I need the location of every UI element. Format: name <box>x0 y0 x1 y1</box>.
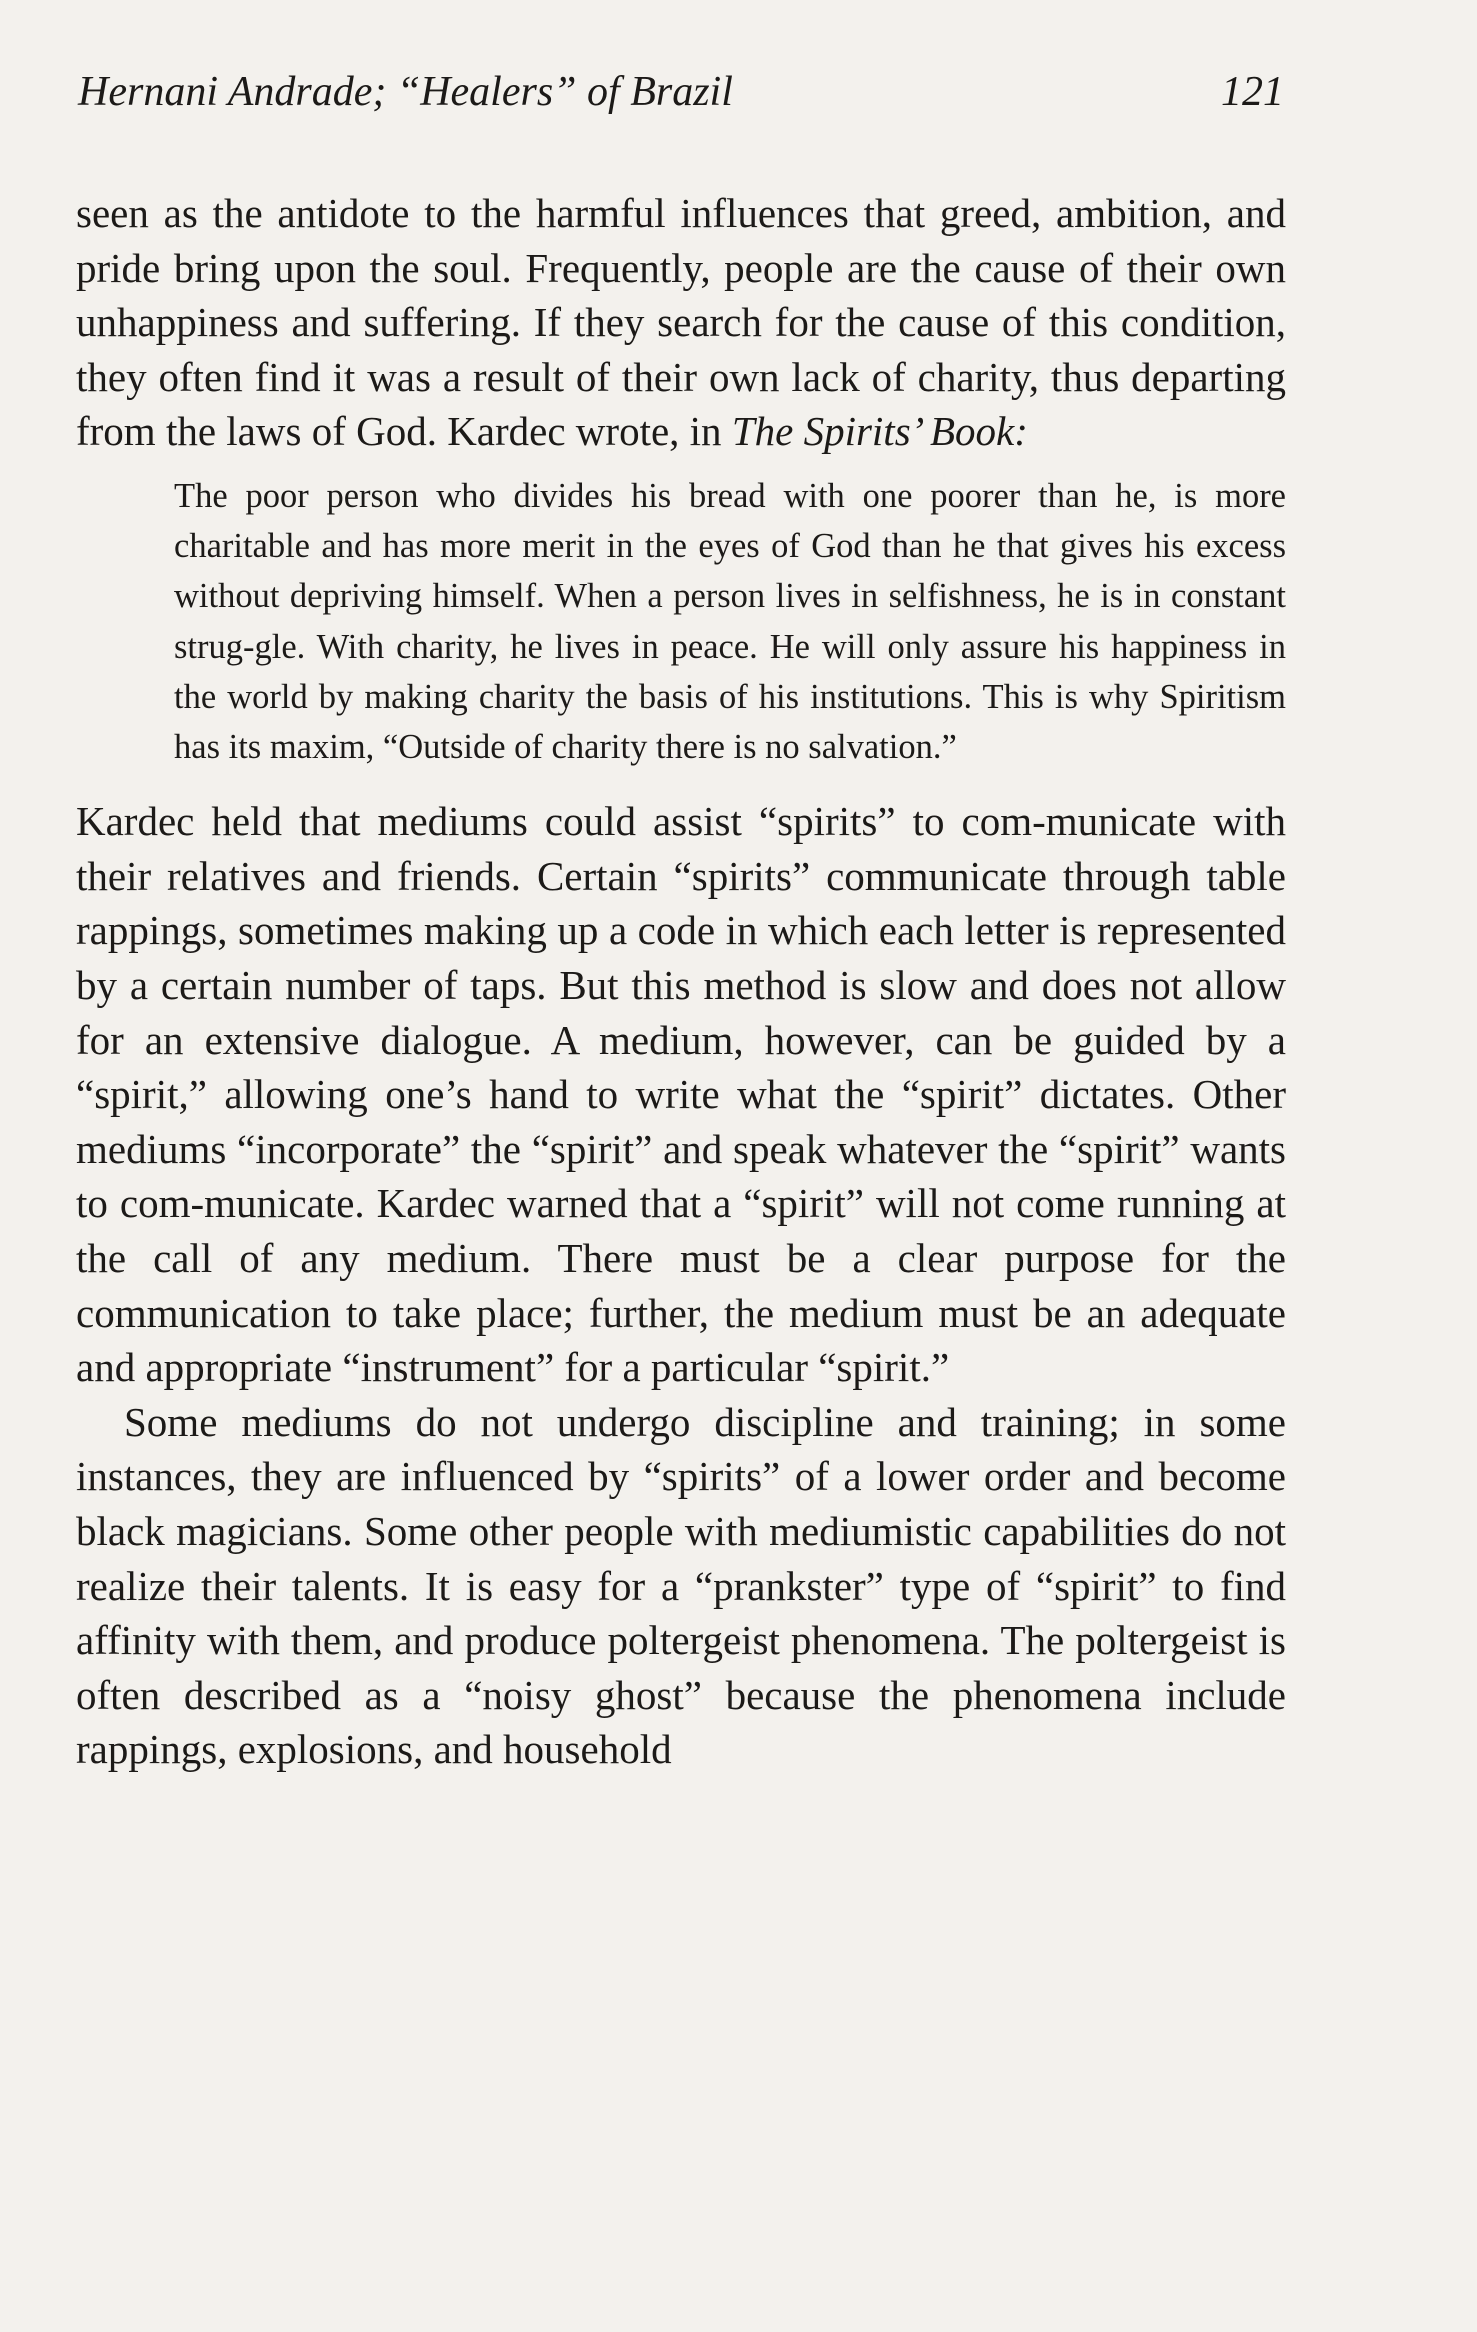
running-title: Hernani Andrade; “Healers” of Brazil <box>78 69 733 115</box>
paragraph-3: Some mediums do not undergo discipline and training; in some instances, they are influenced by “spirits” of a lower order and become black magicians. Some other people with mediumistic capabilities do not realize their talents. It is easy for a “prankster” type of “spirit” to find affinity with them, and produce poltergeist phenomena. The poltergeist is often described as a “noisy ghost” because the phenomena include rappings, explosions, and household <box>76 1398 1286 1773</box>
running-head <box>78 62 1284 122</box>
paragraph-1-text: seen as the antidote to the harmful influences that greed, ambition, and pride bring upon the soul. Frequently, people are the cause of their own unhappiness and suffering. If they search for the cause of this condition, they often find it was a result of their own lack of charity, thus departing from the laws of God. Kardec wrote, in <box>76 190 1286 455</box>
page-number: 121 <box>1221 69 1284 115</box>
book-title: The Spirits’ Book: <box>731 408 1028 455</box>
body-text <box>76 186 1286 1777</box>
paragraph-1 <box>76 186 1286 459</box>
block-quote: The poor person who divides his bread with one poorer than he, is more charitable and has more merit in the eyes of God than he that gives his excess without depriving himself. When a person lives in selfishness, he is in constant strug-gle. With charity, he lives in peace. He will only assure his happiness in the world by making charity the basis of his institutions. This is why Spiritism has its maxim, “Outside of charity there is no salvation.” <box>174 476 1286 766</box>
paragraph-2: Kardec held that mediums could assist “spirits” to com-municate with their relatives and friends. Certain “spirits” communicate through table rappings, sometimes making up a code in which each letter is represented by a certain number of taps. But this method is slow and does not allow for an extensive dialogue. A medium, however, can be guided by a “spirit,” allowing one’s hand to write what the “spirit” dictates. Other mediums “incorporate” the “spirit” and speak whatever the “spirit” wants to com-municate. Kardec warned that a “spirit” will not come running at the call of any medium. There must be a clear purpose for the communication to take place; further, the medium must be an adequate and appropriate “instrument” for a particular “spirit.” <box>76 798 1286 1391</box>
